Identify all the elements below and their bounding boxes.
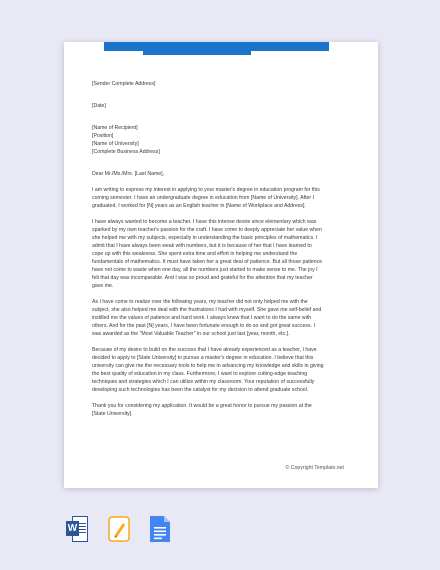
recipient-address: [Complete Business Address] — [92, 149, 160, 155]
paragraph-line: coming semester. I have an undergraduate degree in education from [Name of University]. After I — [92, 195, 315, 201]
paragraph-line: graduated, I worked for [N] years as an English teacher in [Name of Workplace and Address]. — [92, 203, 306, 209]
sender-address: [Sender Complete Address] — [92, 81, 156, 87]
letter-body — [92, 80, 354, 426]
letter-paragraph — [92, 402, 354, 418]
paragraph-line: cope up with this weakness. She spent extra time and effort in helping me understand the — [92, 251, 298, 257]
google-docs-icon[interactable] — [150, 516, 170, 542]
letter-page — [64, 42, 378, 488]
letter-paragraph — [92, 298, 354, 338]
paragraph-line: gave me. — [92, 283, 114, 289]
header-accent-subbar — [143, 51, 251, 55]
paragraph-line: felt that day was incomparable. And I was so proud and grateful for the attention that my teacher — [92, 275, 313, 281]
paragraph-line: I am writing to express my interest in applying to your master's degree in education program for this — [92, 187, 320, 193]
paragraph-line: the best quality of education in my class. Furthermore, I want to explore cutting-edge teaching — [92, 371, 308, 377]
letter-paragraphs — [92, 186, 354, 418]
letter-date: [Date] — [92, 103, 106, 109]
paragraph-line: I have always wanted to become a teacher. I have this intense desire since elementary which was — [92, 219, 317, 225]
copyright-footer: © Copyright Template.net — [285, 465, 344, 471]
pages-icon[interactable] — [108, 516, 130, 542]
word-badge: W — [67, 523, 78, 534]
letter-paragraph — [92, 186, 354, 210]
paragraph-line: Thank you for considering my application. It would be a great honor to pursue my passion at the — [92, 403, 312, 409]
paragraph-line: have not come to waste when one day, all the numbers just started to make sense to me. The joy I — [92, 267, 318, 273]
recipient-position: [Position] — [92, 133, 114, 139]
paragraph-line: was awarded as the "Most Valuable Teacher" in our school just last [year, month, etc.]. — [92, 331, 290, 337]
google-docs-icon-graphic — [150, 516, 170, 542]
letter-paragraph — [92, 346, 354, 394]
recipient-university: [Name of University] — [92, 141, 139, 147]
paragraph-line: others. And for the past [N] years, I have been fortunate enough to do so and got great success. I — [92, 323, 315, 329]
paragraph-line: Because of my desire to build on the success that I have already experienced as a teacher, I have — [92, 347, 317, 353]
paragraph-line: [State University]. — [92, 411, 133, 417]
paragraph-line: she helped me with my subjects, especially in understanding the basic principles of mathematics. I — [92, 235, 318, 241]
salutation: Dear Mr./Ms./Mrs. [Last Name], — [92, 171, 165, 177]
paragraph-line: university can give me the necessary tools to help me in advancing my knowledge and skills in giving — [92, 363, 324, 369]
paragraph-line: sparked by my own teacher's passion for the craft. I have come to deeply appreciate her value when — [92, 227, 322, 233]
paragraph-line: decided to apply to [State University] to pursue a master's degree in education. I believe that this — [92, 355, 314, 361]
recipient-block — [92, 124, 354, 156]
paragraph-line: instilled me the values of patience and hard work. I always knew that I want to do the same with — [92, 315, 312, 321]
paragraph-line: techniques and strategies which I can utilize within my classroom. Your reputation of successfully — [92, 379, 315, 385]
paragraph-line: developing such technologies has been the catalyst for my decision to attend graduate school. — [92, 387, 309, 393]
app-icons-row — [66, 516, 170, 542]
paragraph-line: fundamentals of mathematics. It must have taken her a great deal of patience. But all those patience — [92, 259, 323, 265]
word-icon[interactable] — [66, 516, 88, 542]
paragraph-line: As I have come to realize over the following years, my teacher did not only helped me with the — [92, 299, 308, 305]
letter-paragraph — [92, 218, 354, 290]
paragraph-line: subject, she also helped me deal with the frustrations I had with myself. She gave me self-belief and — [92, 307, 322, 313]
recipient-name: [Name of Recipient] — [92, 125, 138, 131]
pages-icon-graphic — [108, 516, 130, 542]
paragraph-line: admit that I have always been weak with numbers, but it is because of her that I have learned to — [92, 243, 312, 249]
header-accent-bar — [104, 42, 329, 51]
